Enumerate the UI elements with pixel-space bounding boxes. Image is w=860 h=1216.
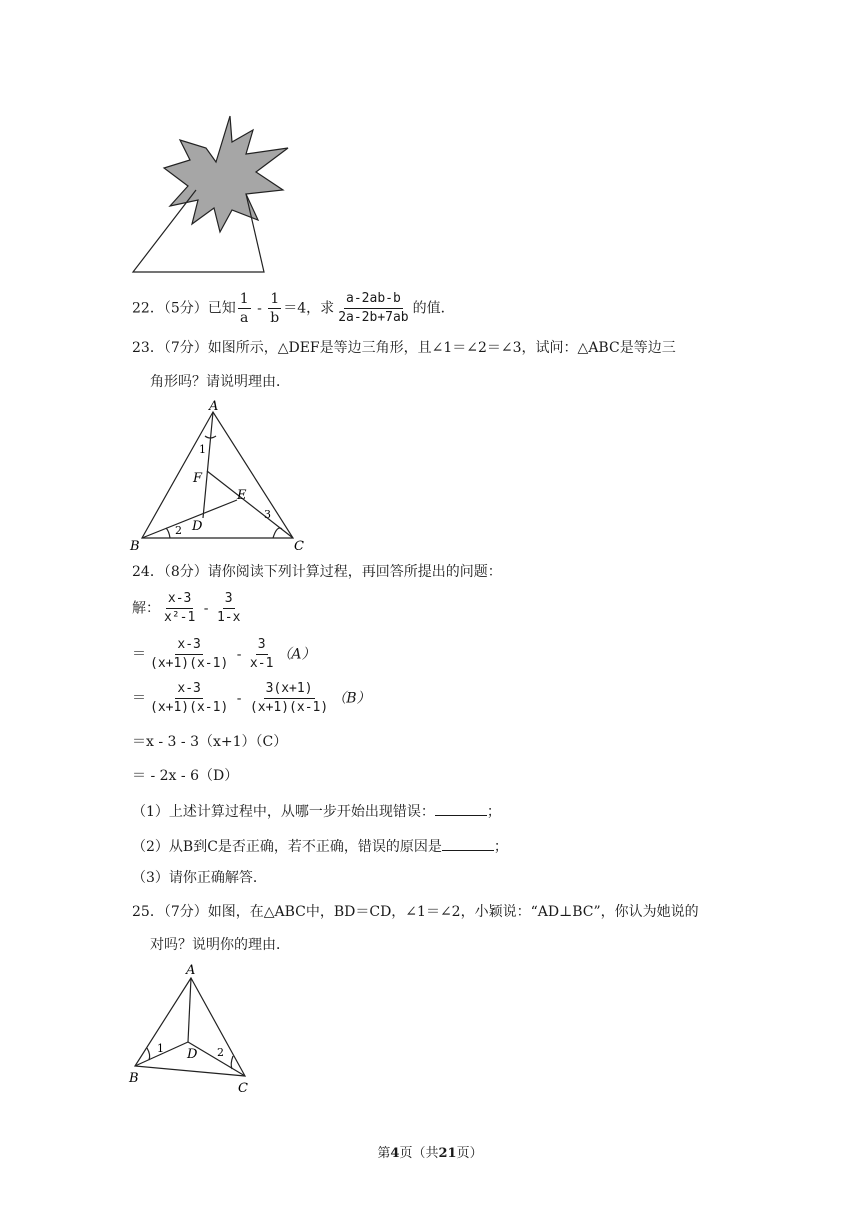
label-b: B (130, 539, 140, 553)
q24-part-2: （2）从B到C是否正确，若不正确，错误的原因是 ； (132, 836, 508, 857)
triangle-abc-def-figure (125, 398, 315, 553)
label-angle-3: 3 (264, 508, 271, 521)
question-22: 22．（5分）已知 $\frac{1}{a}$ - $\frac{1}{b}$ ＝4，求 $\frac{a-2ab-b}{2a-2b+7ab}$ 的值． (132, 291, 455, 326)
q24-part-1: （1）上述计算过程中，从哪一步开始出现错误： ； (132, 801, 501, 822)
question-24-intro: 24．（8分）请你阅读下列计算过程，再回答所提出的问题： (132, 564, 502, 580)
q22-fraction-3: $\frac{a-2ab-b}{2a-2b+7ab}$ (338, 291, 409, 325)
q24-step-a: ＝ $\frac{x-3}{(x+1)(x-1)}$ - $\frac{3}{x-1}$ （A） (132, 637, 316, 671)
question-25-line2: 对吗？说明你的理由． (150, 937, 290, 953)
label-b: B (129, 1071, 139, 1086)
angle-1-arc (147, 1048, 150, 1060)
segment-be (142, 500, 237, 538)
angle-2-arc (231, 1056, 233, 1069)
triangle-abc-d-figure (125, 958, 265, 1098)
answer-blank-1[interactable] (435, 801, 487, 816)
label-angle-2: 2 (175, 524, 182, 537)
angle-2-arc (166, 528, 170, 538)
label-f: F (193, 471, 203, 486)
label-angle-2: 2 (217, 1046, 224, 1059)
label-a: A (209, 399, 219, 414)
label-angle-1: 1 (199, 443, 206, 456)
q24-step-c: ＝x - 3 - 3（x+1）（C） (132, 734, 288, 750)
q24-part-3: （3）请你正确解答． (132, 870, 267, 886)
label-d: D (192, 519, 203, 534)
current-page-number: 4 (390, 1146, 400, 1161)
answer-blank-2[interactable] (442, 836, 494, 851)
angle-3-arc (273, 528, 282, 538)
page-footer: 第4页（共21页） (377, 1146, 483, 1161)
segment-ad (188, 978, 191, 1042)
q22-fraction-1: $\frac{1}{a}$ (239, 291, 249, 326)
label-d: D (187, 1047, 198, 1062)
question-25-line1: 25．（7分）如图，在△ABC中，BD＝CD，∠1＝∠2，小颖说：“AD⊥BC”，你认为她说的 (132, 904, 699, 920)
q24-step-1: 解： $\frac{x-3}{\text{x²-1}}$ - $\frac{3}{1-x}$ (132, 591, 241, 625)
question-23-line2: 角形吗？请说明理由． (150, 374, 290, 390)
starburst-shape (164, 116, 288, 232)
q24-step-d: ＝ - 2x - 6（D） (132, 768, 239, 784)
total-page-count: 21 (438, 1146, 457, 1161)
label-c: C (294, 539, 304, 553)
starburst-figure (128, 112, 303, 280)
label-e: E (237, 488, 247, 503)
q22-fraction-2: $\frac{1}{b}$ (270, 291, 280, 326)
label-angle-1: 1 (157, 1042, 164, 1055)
label-a: A (186, 963, 196, 978)
label-c: C (238, 1081, 248, 1096)
q22-label: 22．（5分）已知 (132, 300, 236, 317)
q24-step-b: ＝ $\frac{x-3}{(x+1)(x-1)}$ - $\frac{3(x+1)}{(x+1)(x-1)}$ （B） (132, 681, 371, 715)
question-23-line1: 23．（7分）如图所示，△DEF是等边三角形，且∠1＝∠2＝∠3，试问：△ABC是等边三 (132, 340, 676, 356)
